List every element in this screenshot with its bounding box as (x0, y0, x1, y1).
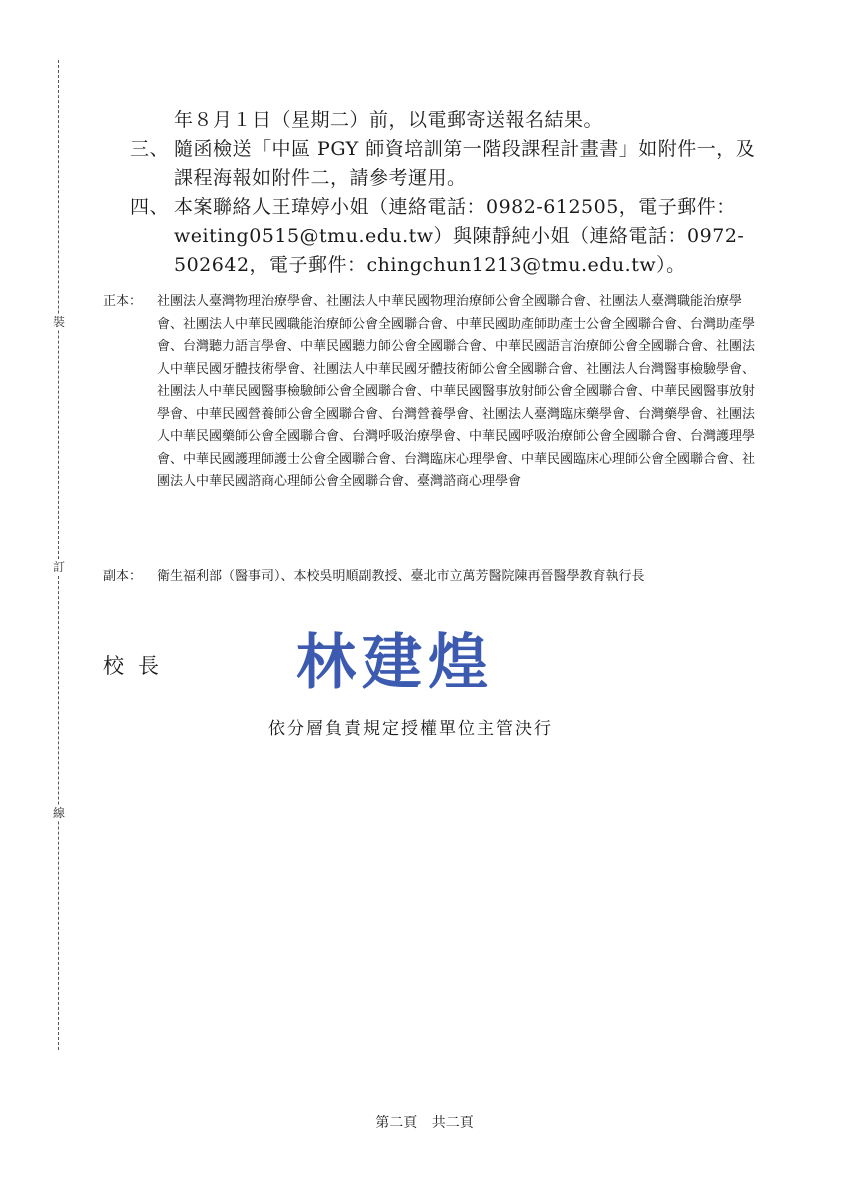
binding-char-zhuang: 裝 (52, 315, 65, 329)
binding-char-xian: 線 (52, 806, 65, 820)
item-four (130, 193, 760, 280)
primary-recipients-label: 正本： (103, 294, 143, 309)
item-three (130, 135, 760, 193)
primary-recipients (103, 291, 763, 494)
item-text: 隨函檢送「中區 PGY 師資培訓第一階段課程計畫書」如附件一，及課程海報如附件二，請參考運用。 (174, 138, 756, 189)
copy-recipients-list: 衛生福利部（醫事司）、本校吳明順副教授、臺北市立萬芳醫院陳再晉醫學教育執行長 (157, 569, 645, 584)
paragraph-continuation: 年８月１日（星期二）前，以電郵寄送報名結果。 (174, 109, 604, 131)
stamp-text: 林建煌 (296, 628, 494, 695)
copy-recipients-label: 副本： (103, 569, 143, 584)
binding-line (58, 60, 59, 1050)
copy-recipients (103, 566, 763, 589)
item-number: 四、 (130, 196, 170, 218)
authority-note: 依分層負責規定授權單位主管決行 (268, 719, 553, 739)
binding-char-ding: 訂 (52, 560, 65, 574)
primary-recipients-list: 社團法人臺灣物理治療學會、社團法人中華民國物理治療師公會全國聯合會、社團法人臺灣職能治療學會、社團法人中華民國職能治療師公會全國聯合會、中華民國助產師助產士公會全國聯合會、台灣助產學會、台灣聽力語言學會、中華民國聽力師公會全國聯合會、中華民國語言治療師公會全國聯合會、社團法人中華民國牙體技術學會、社團法人中華民國牙體技術師公會全國聯合會、社團法人台灣醫事檢驗學會、社團法人中華民國醫事檢驗師公會全國聯合會、中華民國醫事放射師公會全國聯合會、中華民國醫事放射學會、中華民國營養師公會全國聯合會、台灣營養學會、社團法人臺灣臨床藥學會、台灣藥學會、社團法人中華民國藥師公會全國聯合會、台灣呼吸治療學會、中華民國呼吸治療師公會全國聯合會、台灣護理學會、中華民國護理師護士公會全國聯合會、台灣臨床心理學會、中華民國臨床心理師公會全國聯合會、社團法人中華民國諮商心理師公會全國聯合會、臺灣諮商心理學會 (157, 294, 756, 489)
item-text: 本案聯絡人王瑋婷小姐（連絡電話：0982-612505，電子郵件：weiting0515@tmu.edu.tw）與陳靜純小姐（連絡電話：0972-502642，電子郵件：chingchun1213@tmu.edu.tw）。 (174, 196, 745, 276)
principal-signature-stamp (292, 625, 542, 695)
page-number: 第二頁 共二頁 (375, 1115, 474, 1131)
item-number: 三、 (130, 138, 170, 160)
principal-label: 校長 (103, 654, 173, 678)
